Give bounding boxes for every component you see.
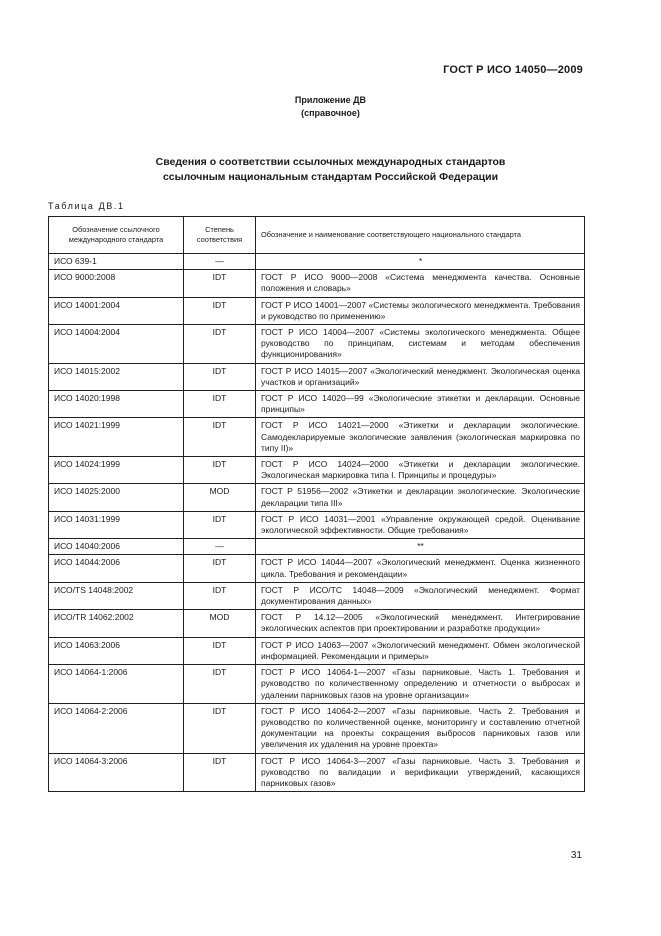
cell-degree: IDT: [184, 582, 256, 609]
cell-degree: IDT: [184, 665, 256, 704]
table-row: [49, 418, 585, 457]
cell-international-standard: ИСО 9000:2008: [49, 270, 184, 297]
cell-international-standard: ИСО 639-1: [49, 254, 184, 270]
cell-degree: IDT: [184, 703, 256, 753]
cell-national-standard: ГОСТ Р ИСО 14015—2007 «Экологический менеджмент. Экологическая оценка участков и организаций»: [256, 363, 585, 390]
cell-degree: IDT: [184, 555, 256, 582]
table-row: [49, 325, 585, 364]
cell-national-standard: ГОСТ Р ИСО 14021—2000 «Этикетки и декларации экологические. Самодекларируемые экологические заявления (экологическая маркировка по типу II)»: [256, 418, 585, 457]
cell-national-standard: ГОСТ Р ИСО 14024—2000 «Этикетки и декларации экологические. Экологическая маркировка типа I. Принципы и процедуры»: [256, 457, 585, 484]
cell-degree: IDT: [184, 297, 256, 324]
cell-degree: —: [184, 539, 256, 555]
table-row: [49, 539, 585, 555]
cell-degree: IDT: [184, 391, 256, 418]
cell-degree: —: [184, 254, 256, 270]
cell-international-standard: ИСО 14040:2006: [49, 539, 184, 555]
cell-international-standard: ИСО 14025:2000: [49, 484, 184, 511]
table-row: [49, 484, 585, 511]
cell-international-standard: ИСО 14063:2006: [49, 637, 184, 664]
cell-national-standard: ГОСТ Р ИСО 14064-2—2007 «Газы парниковые. Часть 2. Требования и руководство по количественной оценке, мониторингу и составлению отчетной документации на проекты сокращения выбросов парниковых газов или увеличения их удаления на уровне проекта»: [256, 703, 585, 753]
cell-international-standard: ИСО 14044:2006: [49, 555, 184, 582]
table-row: [49, 703, 585, 753]
cell-degree: MOD: [184, 610, 256, 637]
page-number: 31: [570, 850, 582, 861]
header-international-standard: Обозначение ссылочного международного стандарта: [49, 217, 184, 254]
table-row: [49, 391, 585, 418]
cell-degree: IDT: [184, 637, 256, 664]
table-body: [49, 254, 585, 792]
cell-national-standard: ГОСТ Р ИСО 9000—2008 «Система менеджмента качества. Основные положения и словарь»: [256, 270, 585, 297]
cell-national-standard: **: [256, 539, 585, 555]
cell-degree: IDT: [184, 753, 256, 792]
cell-degree: MOD: [184, 484, 256, 511]
cell-international-standard: ИСО 14001:2004: [49, 297, 184, 324]
table-row: [49, 582, 585, 609]
table-row: [49, 254, 585, 270]
section-title-line1: Сведения о соответствии ссылочных международных стандартов: [155, 156, 506, 168]
cell-national-standard: ГОСТ Р ИСО 14064-1—2007 «Газы парниковые. Часть 1. Требования и руководство по количественному определению и отчетности о выбросах и удалении парниковых газов на уровне организации»: [256, 665, 585, 704]
appendix-subtitle: (справочное): [301, 108, 360, 118]
cell-international-standard: ИСО 14031:1999: [49, 511, 184, 538]
table-caption: Таблица ДВ.1: [48, 201, 125, 211]
section-title-line2: ссылочным национальным стандартам Российской Федерации: [162, 171, 499, 183]
cell-national-standard: ГОСТ Р ИСО 14020—99 «Экологические этикетки и декларации. Основные принципы»: [256, 391, 585, 418]
cell-international-standard: ИСО 14064-1:2006: [49, 665, 184, 704]
table-row: [49, 297, 585, 324]
table-row: [49, 753, 585, 792]
cell-national-standard: ГОСТ Р ИСО 14063—2007 «Экологический менеджмент. Обмен экологической информацией. Рекомендации и примеры»: [256, 637, 585, 664]
cell-international-standard: ИСО 14015:2002: [49, 363, 184, 390]
table-row: [49, 270, 585, 297]
table-row: [49, 637, 585, 664]
cell-national-standard: ГОСТ Р ИСО 14064-3—2007 «Газы парниковые. Часть 3. Требования и руководство по валидации и верификации утверждений, касающихся парниковых газов»: [256, 753, 585, 792]
table-row: [49, 555, 585, 582]
cell-international-standard: ИСО 14004:2004: [49, 325, 184, 364]
table-row: [49, 610, 585, 637]
header-degree: Степень соответствия: [184, 217, 256, 254]
cell-international-standard: ИСО 14064-2:2006: [49, 703, 184, 753]
table-row: [49, 457, 585, 484]
cell-national-standard: ГОСТ Р ИСО 14001—2007 «Системы экологического менеджмента. Требования и руководство по применению»: [256, 297, 585, 324]
cell-national-standard: ГОСТ Р ИСО 14004—2007 «Системы экологического менеджмента. Общее руководство по принципам, системам и методам обеспечения функционирования»: [256, 325, 585, 364]
section-title: [0, 155, 661, 185]
cell-international-standard: ИСО/TR 14062:2002: [49, 610, 184, 637]
cell-international-standard: ИСО 14064-3:2006: [49, 753, 184, 792]
cell-degree: IDT: [184, 457, 256, 484]
cell-degree: IDT: [184, 511, 256, 538]
cell-national-standard: ГОСТ Р ИСО 14044—2007 «Экологический менеджмент. Оценка жизненного цикла. Требования и рекомендации»: [256, 555, 585, 582]
correspondence-table: [48, 216, 585, 792]
document-header: ГОСТ Р ИСО 14050—2009: [443, 64, 583, 76]
correspondence-table-wrapper: [48, 216, 584, 792]
header-national-standard: Обозначение и наименование соответствующего национального стандарта: [256, 217, 585, 254]
cell-national-standard: ГОСТ Р 14.12—2005 «Экологический менеджмент. Интегрирование экологических аспектов при проектировании и разработке продукции»: [256, 610, 585, 637]
cell-national-standard: *: [256, 254, 585, 270]
appendix-title: Приложение ДВ: [294, 95, 367, 105]
table-row: [49, 665, 585, 704]
cell-degree: IDT: [184, 418, 256, 457]
cell-national-standard: ГОСТ Р 51956—2002 «Этикетки и декларации экологические. Экологические декларации типа III»: [256, 484, 585, 511]
cell-national-standard: ГОСТ Р ИСО 14031—2001 «Управление окружающей средой. Оценивание экологической эффективности. Общие требования»: [256, 511, 585, 538]
cell-degree: IDT: [184, 270, 256, 297]
table-row: [49, 511, 585, 538]
cell-degree: IDT: [184, 363, 256, 390]
cell-international-standard: ИСО 14024:1999: [49, 457, 184, 484]
table-row: [49, 363, 585, 390]
appendix-heading: [0, 94, 661, 120]
table-header-row: [49, 217, 585, 254]
cell-international-standard: ИСО 14020:1998: [49, 391, 184, 418]
cell-international-standard: ИСО 14021:1999: [49, 418, 184, 457]
cell-national-standard: ГОСТ Р ИСО/ТС 14048—2009 «Экологический менеджмент. Формат документирования данных»: [256, 582, 585, 609]
cell-international-standard: ИСО/TS 14048:2002: [49, 582, 184, 609]
cell-degree: IDT: [184, 325, 256, 364]
